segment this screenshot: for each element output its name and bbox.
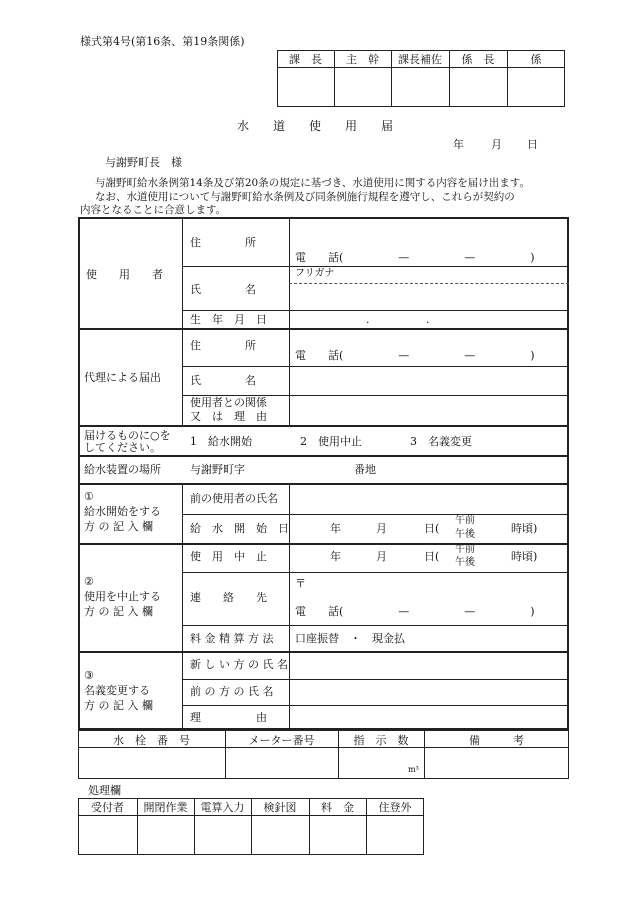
stop-day: 日(	[424, 550, 440, 563]
section3-num: ③	[84, 669, 94, 682]
location-label: 給水装置の場所	[84, 463, 161, 476]
reason-field[interactable]	[291, 706, 567, 728]
page-title: 水 道 使 用 届	[236, 119, 393, 133]
start-day: 日(	[424, 522, 440, 535]
processing-col-receptionist: 受付者	[91, 801, 124, 814]
user-birth-dot-1: .	[366, 313, 370, 326]
user-birth-dot-2: .	[426, 313, 430, 326]
option-stop[interactable]: 2 使用中止	[300, 435, 362, 448]
option-start[interactable]: 1 給水開始	[190, 435, 252, 448]
settlement-label: 料 金 精 算 方 法	[190, 632, 274, 645]
location-banchi: 番地	[354, 463, 376, 476]
section3-label-2: 方 の 記 入 欄	[84, 699, 153, 712]
new-name-field[interactable]	[291, 653, 567, 678]
processing-col-open-close: 開閉作業	[143, 801, 188, 814]
start-time: 時頃)	[511, 522, 538, 535]
processing-col-fee: 料 金	[321, 801, 354, 814]
section3-label-1: 名義変更する	[84, 684, 150, 697]
prev-name-field[interactable]	[291, 680, 567, 704]
prev-user-label: 前の使用者の氏名	[190, 492, 278, 505]
stop-label: 使 用 中 止	[190, 550, 267, 563]
user-furigana-label: フリガナ	[295, 268, 335, 279]
processing-label: 処理欄	[88, 784, 121, 797]
section2-label-1: 使用を中止する	[84, 590, 161, 603]
start-year: 年	[330, 522, 341, 535]
meter-header-reading: 指 示 数	[353, 734, 409, 747]
meter-header-tap: 水 栓 番 号	[113, 734, 190, 747]
stop-year: 年	[330, 550, 341, 563]
start-date-label: 給 水 開 始 日	[190, 522, 289, 535]
circle-label-1: 届けるものに○を	[84, 429, 171, 442]
meter-unit: m³	[408, 765, 419, 774]
date-month: 月	[491, 138, 502, 151]
section2-label-2: 方 の 記 入 欄	[84, 605, 153, 618]
start-month: 月	[376, 522, 387, 535]
processing-col-data-entry: 電算入力	[200, 801, 245, 814]
section2-num: ②	[84, 575, 94, 588]
stop-month: 月	[376, 550, 387, 563]
stop-time: 時頃)	[511, 550, 538, 563]
approval-col-shukan: 主 幹	[346, 53, 379, 66]
approval-col-kakari: 係	[530, 53, 542, 66]
user-label: 使 用 者	[86, 268, 163, 281]
contact-phone: 電 話( — — )	[295, 605, 535, 618]
settlement-value[interactable]: 口座振替 ・ 現金払	[295, 632, 405, 645]
approval-col-hosa: 課長補佐	[398, 53, 442, 66]
meter-header-notes: 備 考	[469, 734, 524, 747]
stop-am[interactable]: 午前	[455, 544, 475, 555]
start-pm[interactable]: 午後	[455, 529, 475, 540]
agent-phone: 電 話( — — )	[295, 349, 535, 362]
date-year: 年	[453, 138, 464, 151]
section1-num: ①	[84, 490, 94, 503]
agent-name-label: 氏 名	[190, 374, 256, 387]
user-address-field[interactable]	[291, 219, 567, 249]
date-day: 日	[527, 138, 538, 151]
intro-line2: なお、水道使用について与謝野町給水条例及び同条例施行規程を遵守し、これらが契約の	[95, 191, 515, 203]
option-rename[interactable]: 3 名義変更	[410, 435, 472, 448]
processing-col-meter-map: 検針図	[263, 801, 297, 814]
approval-col-kacho: 課 長	[289, 53, 322, 66]
user-address-label: 住 所	[190, 236, 256, 249]
prev-name-label: 前 の 方 の 氏 名	[190, 685, 274, 698]
start-am[interactable]: 午前	[455, 515, 475, 526]
stop-pm[interactable]: 午後	[455, 557, 475, 568]
agent-address-label: 住 所	[190, 339, 256, 352]
addressee: 与謝野町長 様	[105, 156, 182, 169]
intro-line1: 与謝野町給水条例第14条及び第20条の規定に基づき、水道使用に関する内容を届け出ます。	[95, 177, 530, 189]
intro-line3: 内容となることに合意します。	[80, 204, 227, 216]
agent-label: 代理による届出	[84, 371, 161, 384]
approval-col-kakaricho: 係 長	[461, 53, 495, 66]
section1-label-1: 給水開始をする	[84, 505, 161, 518]
user-name-label: 氏 名	[190, 283, 256, 296]
form-number: 様式第4号(第16条、第19条関係)	[80, 35, 245, 48]
agent-relation-label-1: 使用者との関係	[190, 396, 267, 409]
contact-postal: 〒	[295, 577, 306, 590]
user-phone: 電 話( — — )	[295, 251, 535, 264]
location-town: 与謝野町字	[190, 463, 245, 476]
user-name-field[interactable]	[291, 285, 567, 309]
meter-header-number: メーター番号	[248, 734, 315, 747]
contact-label: 連 絡 先	[190, 591, 267, 604]
user-birth-label: 生 年 月 日	[190, 313, 267, 326]
circle-label-2: してください。	[84, 441, 161, 454]
processing-col-non-resident: 住登外	[378, 801, 412, 814]
new-name-label: 新 し い 方 の 氏 名	[190, 658, 288, 671]
section1-label-2: 方 の 記 入 欄	[84, 520, 153, 533]
agent-relation-label-2: 又 は 理 由	[190, 410, 267, 423]
reason-label: 理 由	[190, 711, 267, 724]
prev-user-field[interactable]	[291, 485, 567, 513]
